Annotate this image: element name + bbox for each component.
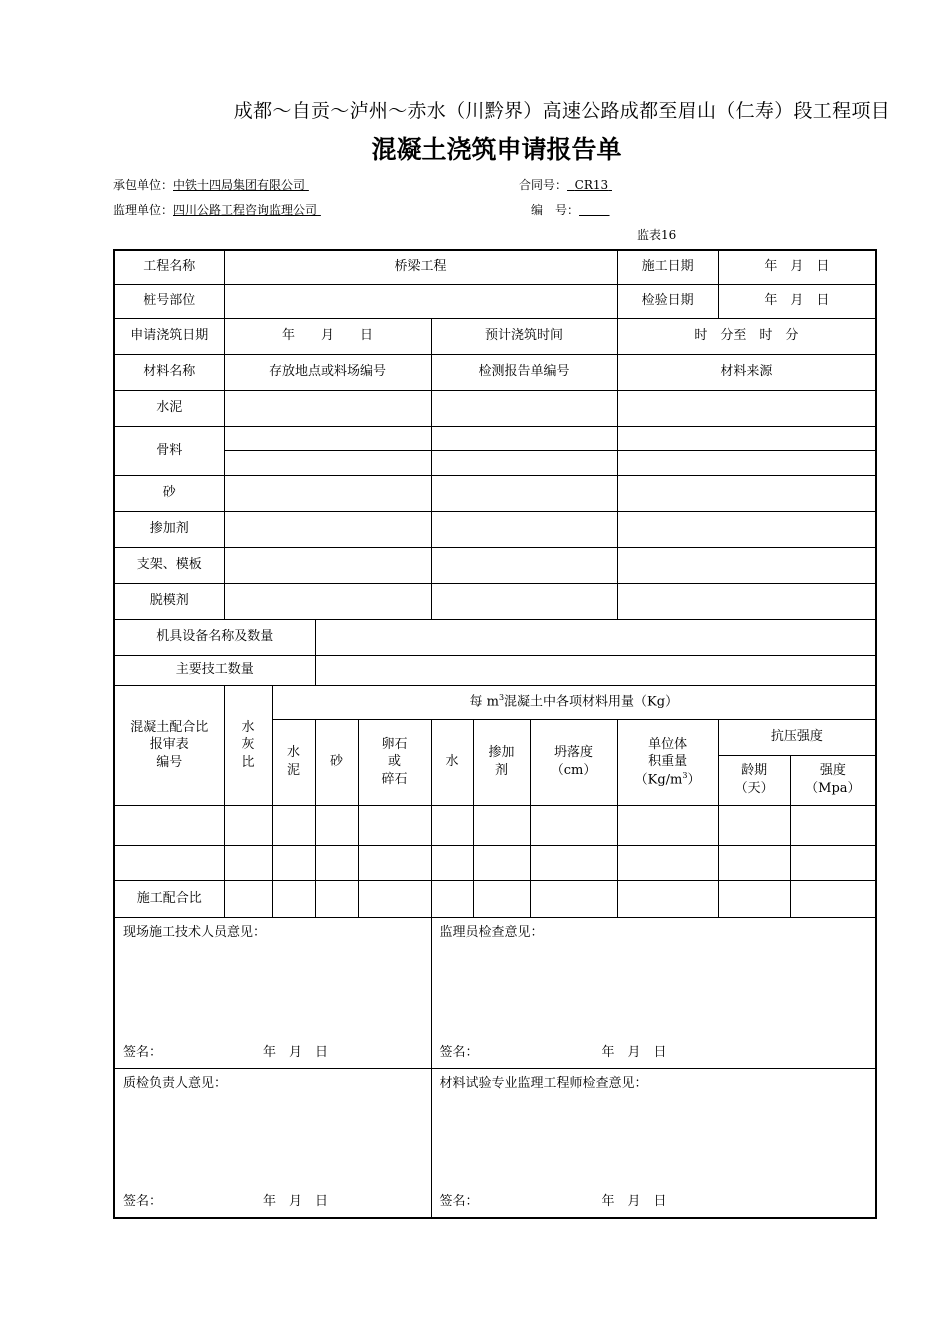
storage-header: 存放地点或料场编号 bbox=[224, 354, 431, 390]
apply-date-label: 申请浇筑日期 bbox=[114, 318, 224, 354]
col-age: 龄期 （天） bbox=[718, 755, 790, 805]
equipment-label: 机具设备名称及数量 bbox=[114, 619, 315, 655]
est-time-label: 预计浇筑时间 bbox=[431, 318, 617, 354]
col-admixture: 掺加 剂 bbox=[473, 719, 530, 805]
supervisor-line bbox=[113, 201, 321, 218]
material-admixture: 掺加剂 bbox=[114, 511, 224, 547]
col-sand: 砂 bbox=[315, 719, 358, 805]
application-form-table bbox=[113, 249, 877, 1219]
site-mix-ratio-label: 施工配合比 bbox=[114, 880, 224, 917]
material-release-agent: 脱模剂 bbox=[114, 583, 224, 619]
col-slump: 坍落度 （cm） bbox=[530, 719, 617, 805]
col-density: 单位体 积重量 $(Kg/m^3)$ bbox=[617, 719, 718, 805]
material-sand: 砂 bbox=[114, 475, 224, 511]
contractor-value: 中铁十四局集团有限公司 bbox=[173, 178, 306, 192]
material-cement: 水泥 bbox=[114, 390, 224, 426]
material-usage-header: 每 $m^3$混凝土中各项材料用量（Kg） bbox=[272, 685, 876, 719]
pile-value bbox=[224, 284, 617, 318]
col-water: 水 bbox=[431, 719, 473, 805]
supervisor-label: 监理单位： bbox=[113, 203, 174, 217]
apply-date-value: 年 月 日 bbox=[224, 318, 431, 354]
contract-no-value: CR13 bbox=[574, 178, 609, 192]
est-time-value: 时 分至 时 分 bbox=[617, 318, 876, 354]
col-cement: 水 泥 bbox=[272, 719, 315, 805]
material-formwork: 支架、模板 bbox=[114, 547, 224, 583]
construction-date-value: 年 月 日 bbox=[718, 250, 876, 284]
material-engineer-opinion: 材料试验专业监理工程师检查意见： 签名： 年 月 日 bbox=[431, 1068, 876, 1218]
col-gravel: 卵石 或 碎石 bbox=[358, 719, 431, 805]
material-source-header: 材料来源 bbox=[617, 354, 876, 390]
contract-no-label: 合同号： bbox=[519, 178, 568, 192]
wc-ratio-label: 水 灰 比 bbox=[224, 685, 272, 805]
project-name-value: 桥梁工程 bbox=[224, 250, 617, 284]
serial-line bbox=[531, 201, 610, 218]
inspection-date-value: 年 月 日 bbox=[718, 284, 876, 318]
mix-report-no-label: 混凝土配合比 报审表 编号 bbox=[114, 685, 224, 805]
page-title: 混凝土浇筑申请报告单 bbox=[371, 135, 622, 164]
site-tech-opinion: 现场施工技术人员意见： 签名： 年 月 日 bbox=[114, 917, 431, 1068]
form-code: 监表16 bbox=[637, 228, 677, 242]
material-name-header: 材料名称 bbox=[114, 354, 224, 390]
project-name-label: 工程名称 bbox=[114, 250, 224, 284]
inspection-date-label: 检验日期 bbox=[617, 284, 718, 318]
contractor-label: 承包单位： bbox=[113, 178, 174, 192]
contract-no-line bbox=[519, 176, 612, 193]
technicians-label: 主要技工数量 bbox=[114, 655, 315, 685]
serial-label: 编 号： bbox=[531, 203, 580, 217]
col-strength-mpa: 强度 （Mpa） bbox=[790, 755, 876, 805]
contractor-line bbox=[113, 176, 309, 193]
construction-date-label: 施工日期 bbox=[617, 250, 718, 284]
project-name: 成都～自贡～泸州～赤水（川黔界）高速公路成都至眉山（仁寿）段工程项目 bbox=[233, 100, 890, 122]
supervisor-value: 四川公路工程咨询监理公司 bbox=[173, 203, 318, 217]
test-report-header: 检测报告单编号 bbox=[431, 354, 617, 390]
qc-head-opinion: 质检负责人意见： 签名： 年 月 日 bbox=[114, 1068, 431, 1218]
inspector-opinion: 监理员检查意见： 签名： 年 月 日 bbox=[431, 917, 876, 1068]
pile-label: 桩号部位 bbox=[114, 284, 224, 318]
material-aggregate: 骨料 bbox=[114, 426, 224, 475]
col-strength: 抗压强度 bbox=[718, 719, 876, 755]
